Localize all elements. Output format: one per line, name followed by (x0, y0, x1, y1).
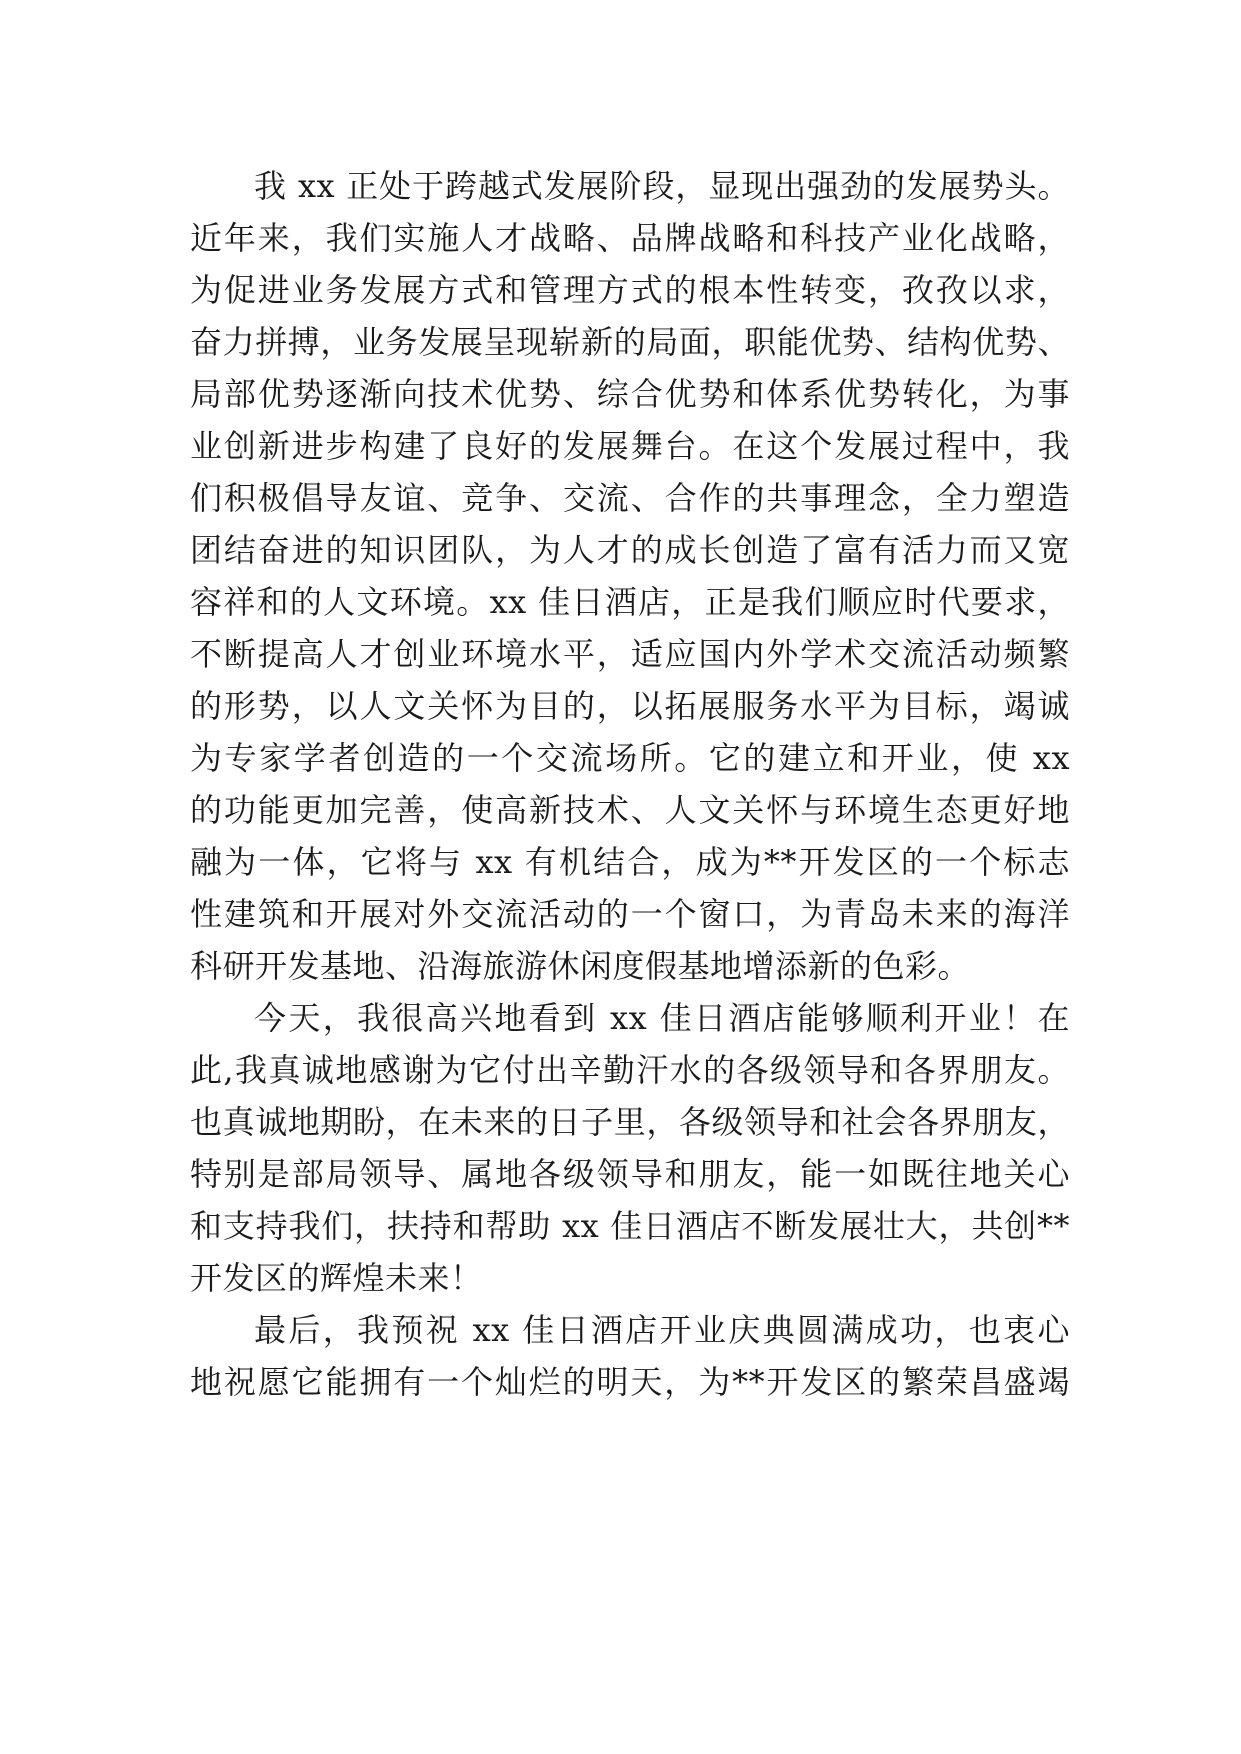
paragraph-2 (190, 992, 1070, 1304)
text-line: 的功能更加完善，使高新技术、人文关怀与环境生态更好地 (190, 791, 1070, 829)
paragraph-3 (190, 1304, 1070, 1408)
text-line: 和支持我们，扶持和帮助 xx 佳日酒店不断发展壮大，共创** (190, 1207, 1070, 1245)
text-line: 我 xx 正处于跨越式发展阶段，显现出强劲的发展势头。 (254, 167, 1070, 205)
text-line: 融为一体，它将与 xx 有机结合，成为**开发区的一个标志 (190, 843, 1070, 881)
text-line: 今天，我很高兴地看到 xx 佳日酒店能够顺利开业！在 (254, 999, 1070, 1037)
text-line: 不断提高人才创业环境水平，适应国内外学术交流活动频繁 (190, 635, 1070, 673)
text-line: 开发区的辉煌未来！ (190, 1259, 483, 1297)
text-line: 团结奋进的知识团队，为人才的成长创造了富有活力而又宽 (190, 531, 1070, 569)
document-body (190, 160, 1070, 1408)
text-line: 容祥和的人文环境。xx 佳日酒店，正是我们顺应时代要求， (190, 583, 1070, 621)
text-line: 局部优势逐渐向技术优势、综合优势和体系优势转化，为事 (190, 375, 1070, 413)
text-line: 科研开发基地、沿海旅游休闲度假基地增添新的色彩。 (190, 947, 971, 985)
text-line: 奋力拼搏，业务发展呈现崭新的局面，职能优势、结构优势、 (190, 323, 1070, 361)
text-line: 地祝愿它能拥有一个灿烂的明天，为**开发区的繁荣昌盛竭 (190, 1363, 1070, 1401)
text-line: 的形势，以人文关怀为目的，以拓展服务水平为目标，竭诚 (190, 687, 1070, 725)
text-line: 近年来，我们实施人才战略、品牌战略和科技产业化战略， (190, 219, 1070, 257)
text-line: 性建筑和开展对外交流活动的一个窗口，为青岛未来的海洋 (190, 895, 1070, 933)
text-line: 也真诚地期盼，在未来的日子里，各级领导和社会各界朋友， (190, 1103, 1070, 1141)
text-line: 最后，我预祝 xx 佳日酒店开业庆典圆满成功，也衷心 (254, 1311, 1070, 1349)
text-line: 为促进业务发展方式和管理方式的根本性转变，孜孜以求， (190, 271, 1070, 309)
paragraph-1 (190, 160, 1070, 992)
text-line: 特别是部局领导、属地各级领导和朋友，能一如既往地关心 (190, 1155, 1070, 1193)
text-line: 为专家学者创造的一个交流场所。它的建立和开业，使 xx (190, 739, 1070, 777)
text-line: 此,我真诚地感谢为它付出辛勤汗水的各级领导和各界朋友。 (190, 1051, 1070, 1089)
text-line: 们积极倡导友谊、竞争、交流、合作的共事理念，全力塑造 (190, 479, 1070, 517)
text-line: 业创新进步构建了良好的发展舞台。在这个发展过程中，我 (190, 427, 1070, 465)
